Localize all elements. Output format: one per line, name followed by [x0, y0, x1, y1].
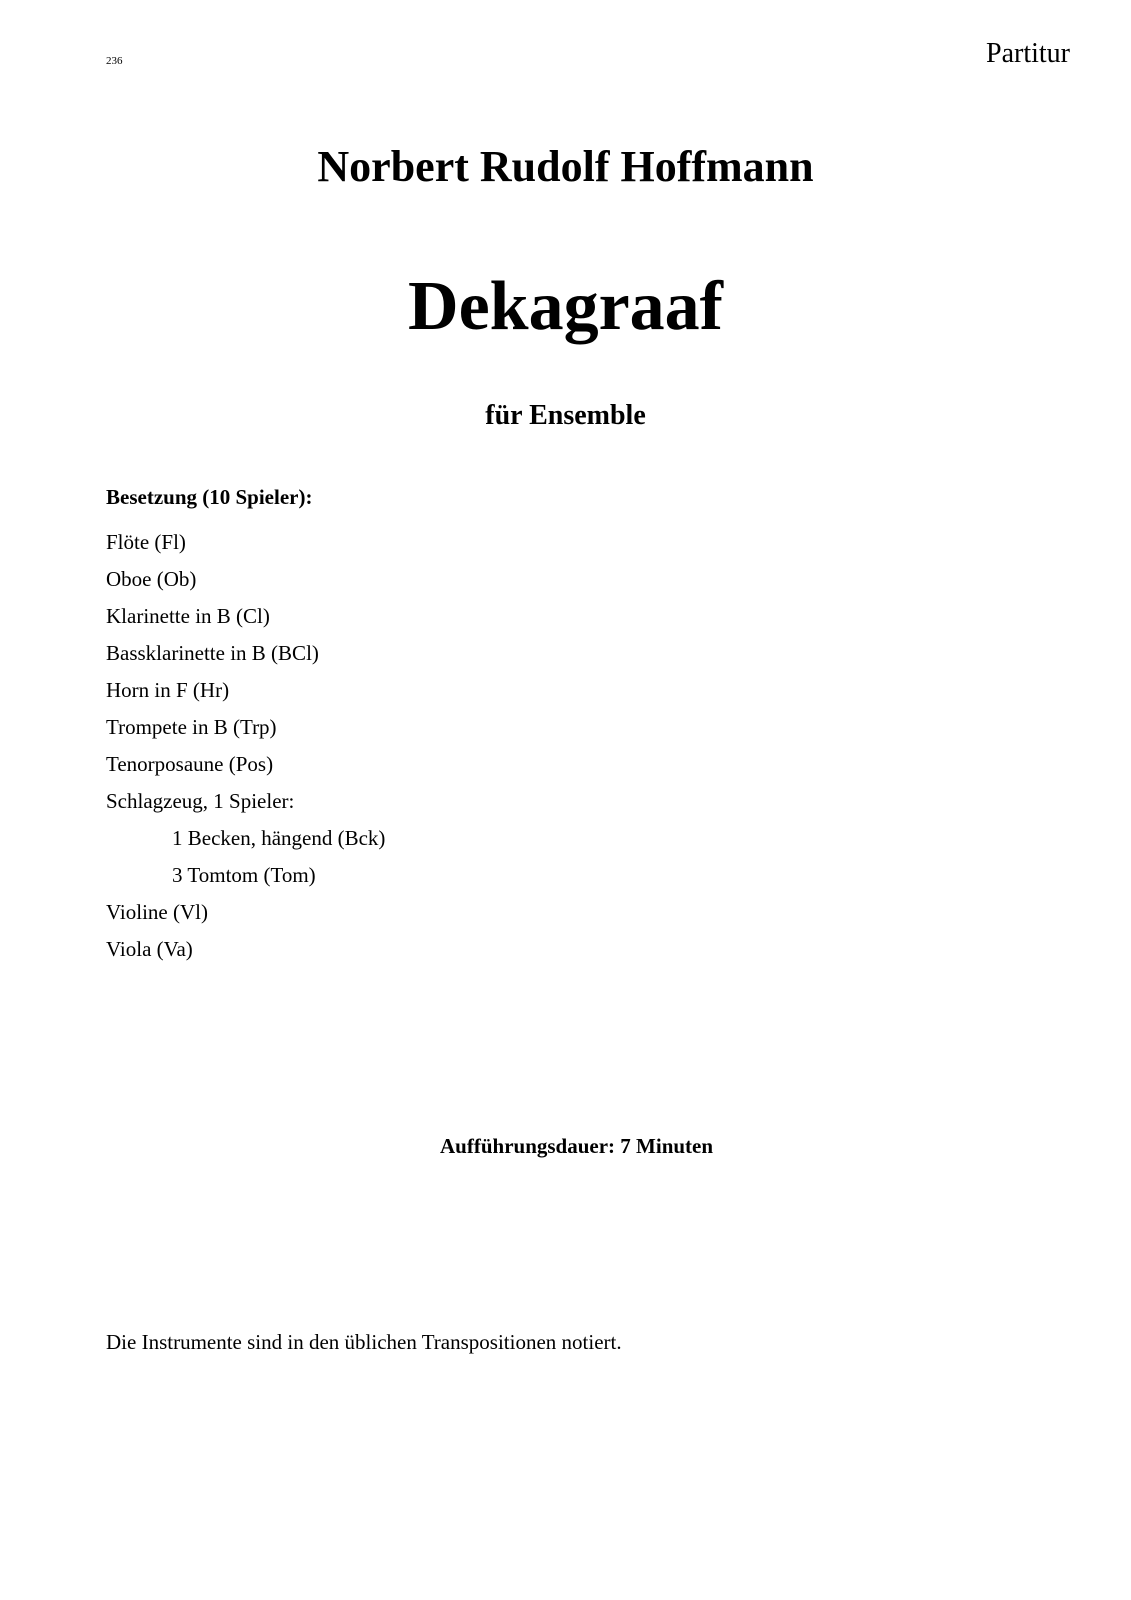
score-label: Partitur — [986, 38, 1070, 69]
instrument-subitem: 1 Becken, hängend (Bck) — [172, 826, 386, 850]
instrument-item: Trompete in B (Trp) — [106, 715, 277, 739]
instrument-item: Klarinette in B (Cl) — [106, 604, 270, 628]
instrumentation-heading: Besetzung (10 Spieler): — [106, 485, 313, 509]
performance-duration: Aufführungsdauer: 7 Minuten — [440, 1134, 714, 1158]
instrument-list — [106, 529, 385, 973]
instrument-item: Tenorposaune (Pos) — [106, 752, 274, 776]
work-title: Dekagraaf — [408, 268, 723, 345]
instrument-item: Schlagzeug, 1 Spieler: — [106, 789, 295, 813]
instrument-subitem: 3 Tomtom (Tom) — [172, 863, 316, 887]
instrument-item: Horn in F (Hr) — [106, 678, 230, 702]
instrument-item: Oboe (Ob) — [106, 567, 197, 591]
composer-name: Norbert Rudolf Hoffmann — [317, 142, 814, 191]
instrument-item: Viola (Va) — [106, 937, 193, 961]
instrument-item: Bassklarinette in B (BCl) — [106, 641, 319, 665]
transposition-note: Die Instrumente sind in den üblichen Transpositionen notiert. — [106, 1330, 622, 1354]
page-number: 236 — [106, 55, 123, 67]
instrument-item: Violine (Vl) — [106, 900, 208, 924]
work-subtitle: für Ensemble — [485, 400, 646, 431]
instrument-item: Flöte (Fl) — [106, 530, 186, 554]
